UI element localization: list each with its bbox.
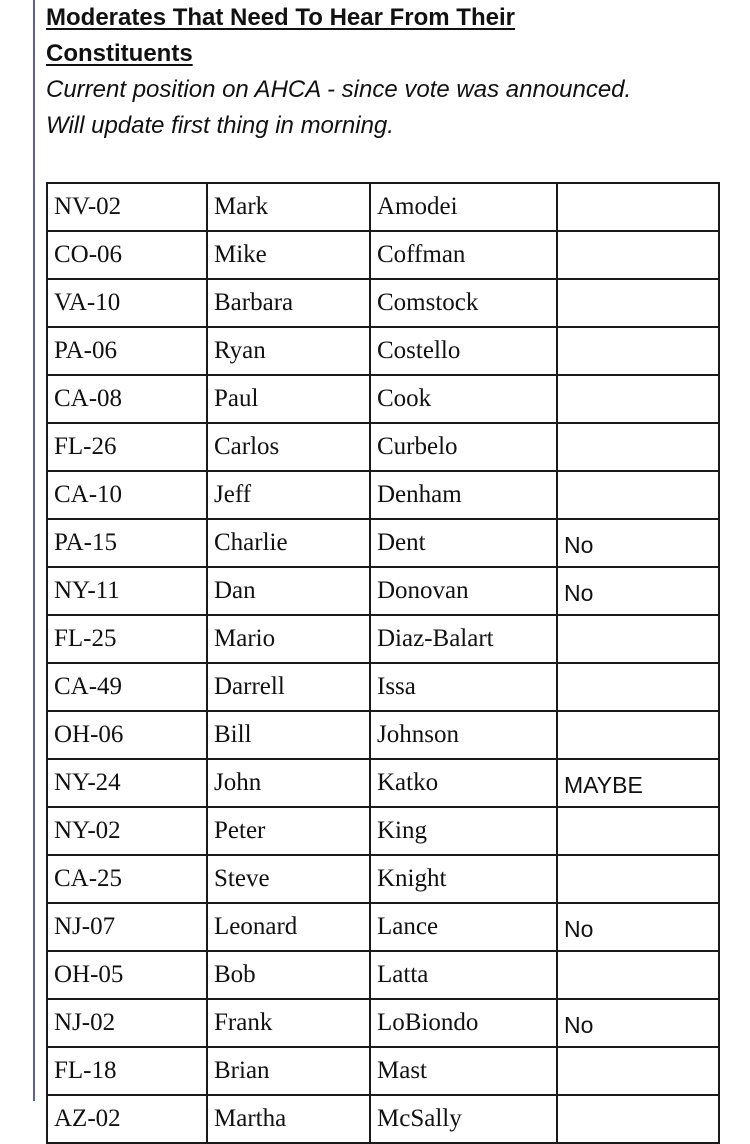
district-cell: FL-25: [47, 615, 207, 663]
first-name-cell: Steve: [207, 855, 370, 903]
first-name-cell: Dan: [207, 567, 370, 615]
district-cell: NJ-02: [47, 999, 207, 1047]
status-cell: [557, 183, 719, 231]
district-cell: FL-18: [47, 1047, 207, 1095]
status-cell: [557, 327, 719, 375]
last-name-cell: Dent: [370, 519, 557, 567]
status-cell: No: [557, 519, 719, 567]
table-row: [47, 183, 719, 231]
status-cell: [557, 855, 719, 903]
status-cell: [557, 471, 719, 519]
last-name-cell: Comstock: [370, 279, 557, 327]
first-name-cell: Barbara: [207, 279, 370, 327]
district-cell: NY-24: [47, 759, 207, 807]
last-name-cell: Amodei: [370, 183, 557, 231]
district-cell: VA-10: [47, 279, 207, 327]
last-name-cell: Latta: [370, 951, 557, 999]
status-cell: No: [557, 999, 719, 1047]
table-row: [47, 903, 719, 951]
status-cell: [557, 615, 719, 663]
first-name-cell: Mario: [207, 615, 370, 663]
last-name-cell: Denham: [370, 471, 557, 519]
district-cell: CA-08: [47, 375, 207, 423]
district-cell: PA-15: [47, 519, 207, 567]
table-row: [47, 1047, 719, 1095]
last-name-cell: Knight: [370, 855, 557, 903]
table-row: [47, 423, 719, 471]
district-cell: CA-49: [47, 663, 207, 711]
district-cell: OH-06: [47, 711, 207, 759]
last-name-cell: Coffman: [370, 231, 557, 279]
subtitle-line-2: Will update first thing in morning.: [46, 112, 394, 139]
first-name-cell: Paul: [207, 375, 370, 423]
first-name-cell: Carlos: [207, 423, 370, 471]
status-cell: [557, 1047, 719, 1095]
first-name-cell: Frank: [207, 999, 370, 1047]
table-row: [47, 615, 719, 663]
header: [46, 0, 746, 144]
status-cell: No: [557, 903, 719, 951]
table-row: [47, 1095, 719, 1143]
last-name-cell: Diaz-Balart: [370, 615, 557, 663]
last-name-cell: Curbelo: [370, 423, 557, 471]
table-row: [47, 759, 719, 807]
last-name-cell: Mast: [370, 1047, 557, 1095]
table-row: [47, 951, 719, 999]
table-row: [47, 471, 719, 519]
subtitle-line-1: Current position on AHCA - since vote was announced.: [46, 76, 632, 103]
status-cell: [557, 279, 719, 327]
moderates-table: [46, 182, 720, 1144]
district-cell: PA-06: [47, 327, 207, 375]
last-name-cell: King: [370, 807, 557, 855]
first-name-cell: Jeff: [207, 471, 370, 519]
first-name-cell: Bob: [207, 951, 370, 999]
status-cell: [557, 711, 719, 759]
table-row: [47, 375, 719, 423]
district-cell: NJ-07: [47, 903, 207, 951]
table-row: [47, 519, 719, 567]
first-name-cell: Charlie: [207, 519, 370, 567]
district-cell: NY-11: [47, 567, 207, 615]
status-cell: [557, 1095, 719, 1143]
status-cell: [557, 663, 719, 711]
district-cell: AZ-02: [47, 1095, 207, 1143]
last-name-cell: Issa: [370, 663, 557, 711]
last-name-cell: Cook: [370, 375, 557, 423]
last-name-cell: Johnson: [370, 711, 557, 759]
last-name-cell: LoBiondo: [370, 999, 557, 1047]
last-name-cell: Lance: [370, 903, 557, 951]
first-name-cell: Bill: [207, 711, 370, 759]
table-row: [47, 663, 719, 711]
moderates-table-body: [47, 183, 719, 1143]
district-cell: OH-05: [47, 951, 207, 999]
status-cell: [557, 423, 719, 471]
district-cell: CA-10: [47, 471, 207, 519]
last-name-cell: Katko: [370, 759, 557, 807]
first-name-cell: John: [207, 759, 370, 807]
last-name-cell: Costello: [370, 327, 557, 375]
first-name-cell: Ryan: [207, 327, 370, 375]
first-name-cell: Mike: [207, 231, 370, 279]
district-cell: NV-02: [47, 183, 207, 231]
table-row: [47, 855, 719, 903]
first-name-cell: Martha: [207, 1095, 370, 1143]
status-cell: [557, 375, 719, 423]
table-row: [47, 567, 719, 615]
district-cell: NY-02: [47, 807, 207, 855]
first-name-cell: Peter: [207, 807, 370, 855]
blockquote-rule: [33, 0, 35, 1101]
table-row: [47, 999, 719, 1047]
first-name-cell: Darrell: [207, 663, 370, 711]
last-name-cell: Donovan: [370, 567, 557, 615]
district-cell: CO-06: [47, 231, 207, 279]
table-row: [47, 327, 719, 375]
first-name-cell: Mark: [207, 183, 370, 231]
table-row: [47, 231, 719, 279]
status-cell: [557, 807, 719, 855]
first-name-cell: Brian: [207, 1047, 370, 1095]
status-cell: [557, 951, 719, 999]
table-row: [47, 807, 719, 855]
status-cell: MAYBE: [557, 759, 719, 807]
table-row: [47, 279, 719, 327]
status-cell: [557, 231, 719, 279]
status-cell: No: [557, 567, 719, 615]
last-name-cell: McSally: [370, 1095, 557, 1143]
table-row: [47, 711, 719, 759]
page-title: Moderates That Need To Hear From Their Constituents: [46, 4, 515, 67]
first-name-cell: Leonard: [207, 903, 370, 951]
district-cell: CA-25: [47, 855, 207, 903]
district-cell: FL-26: [47, 423, 207, 471]
